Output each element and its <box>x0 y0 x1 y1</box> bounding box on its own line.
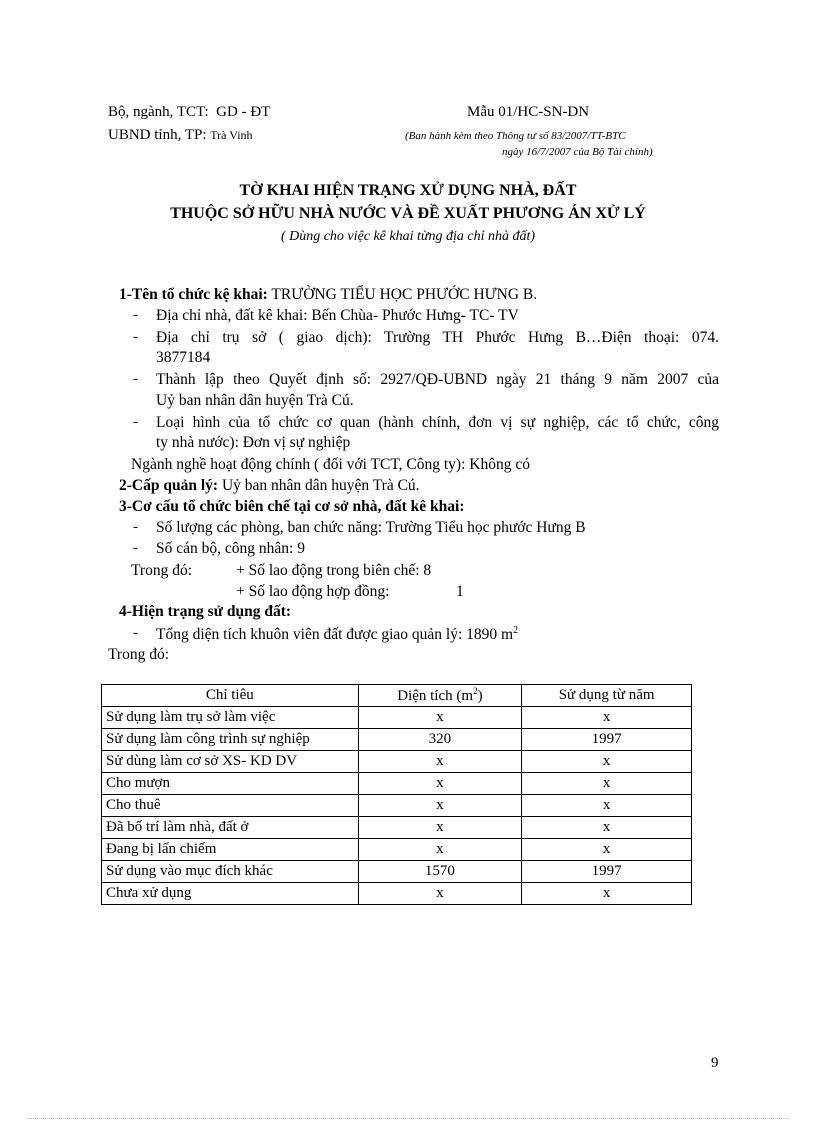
row-criteria: Sử dụng làm công trình sự nghiệp <box>102 729 359 751</box>
office-line-2: 3877184 <box>156 349 211 366</box>
contract-staff-label: + Số lao động hợp đồng: <box>236 583 390 600</box>
row-area: x <box>358 707 522 729</box>
row-criteria: Sử dụng làm trụ sở làm việc <box>102 707 359 729</box>
section1-value: TRƯỜNG TIỂU HỌC PHƯỚC HƯNG B. <box>271 286 538 303</box>
dash-bullet-icon: - <box>133 519 138 535</box>
section2-heading <box>119 477 420 495</box>
table-row <box>102 729 692 751</box>
total-area-sup: 2 <box>513 625 519 636</box>
ministry-line <box>108 104 270 121</box>
header-area-sup: 2 <box>473 686 478 696</box>
form-note-2: ngày 16/7/2007 của Bộ Tài chính) <box>502 146 653 158</box>
row-area: x <box>358 795 522 817</box>
decision-line-2: Uỷ ban nhân dân huyện Trà Cú. <box>156 392 354 409</box>
row-year: x <box>522 795 692 817</box>
dash-bullet-icon: - <box>133 625 138 641</box>
address-line: Địa chỉ nhà, đất kê khai: Bến Chùa- Phước Hưng- TC- TV <box>156 307 519 324</box>
industry-line: Ngành nghề hoạt động chính ( đối với TCT, Công ty): Không có <box>131 456 530 473</box>
table-row <box>102 795 692 817</box>
row-year: 1997 <box>522 729 692 751</box>
row-criteria: Sử dùng làm cơ sở XS- KD DV <box>102 751 359 773</box>
staff-line: Số cán bộ, công nhân: 9 <box>156 540 305 557</box>
type-line-2: ty nhà nước): Đơn vị sự nghiệp <box>156 434 351 451</box>
document-title-line2: THUỘC SỞ HỮU NHÀ NƯỚC VÀ ĐỀ XUẤT PHƯƠNG ÁN XỬ LÝ <box>170 205 646 222</box>
header-year: Sử dụng từ năm <box>522 685 692 707</box>
table-row <box>102 817 692 839</box>
decision-line-1: Thành lập theo Quyết định số: 2927/QĐ-UBND ngày 21 tháng 9 năm 2007 của <box>156 371 719 388</box>
dash-bullet-icon: - <box>133 371 138 387</box>
row-area: 320 <box>358 729 522 751</box>
province-label: UBND tỉnh, TP: <box>108 127 207 143</box>
header-area <box>358 685 522 707</box>
row-area: x <box>358 817 522 839</box>
row-year: x <box>522 883 692 905</box>
section1-heading <box>119 286 537 304</box>
dash-bullet-icon: - <box>133 414 138 430</box>
row-area: x <box>358 839 522 861</box>
row-year: x <box>522 773 692 795</box>
page-number: 9 <box>711 1055 719 1071</box>
section2-value: Uỷ ban nhân dân huyện Trà Cú. <box>221 477 420 494</box>
table-row <box>102 839 692 861</box>
table-header-row <box>102 685 692 707</box>
province-value: Trà Vinh <box>210 128 253 142</box>
ministry-value: GD - ĐT <box>216 104 271 120</box>
ministry-label: Bộ, ngành, TCT: <box>108 104 209 120</box>
form-note-1: (Ban hành kèm theo Thông tư số 83/2007/TT-BTC <box>405 130 626 142</box>
row-area: 1570 <box>358 861 522 883</box>
table-row <box>102 773 692 795</box>
row-area: x <box>358 883 522 905</box>
header-area-close: ) <box>477 688 483 704</box>
row-year: x <box>522 839 692 861</box>
row-criteria: Cho thuê <box>102 795 359 817</box>
row-area: x <box>358 773 522 795</box>
table-row <box>102 883 692 905</box>
section2-label: 2-Cấp quản lý: <box>119 477 219 494</box>
row-criteria: Sử dụng vào mục đích khác <box>102 861 359 883</box>
row-criteria: Chưa xử dụng <box>102 883 359 905</box>
total-area-text: Tổng diện tích khuôn viên đất được giao quản lý: 1890 m <box>156 626 514 644</box>
dash-bullet-icon: - <box>133 307 138 323</box>
dash-bullet-icon: - <box>133 540 138 556</box>
header-area-text: Diện tích (m <box>397 688 474 704</box>
form-code: Mẫu 01/HC-SN-DN <box>467 104 590 120</box>
row-year: x <box>522 817 692 839</box>
office-line-1: Địa chỉ trụ sở ( giao dịch): Trường TH Phước Hưng B…Điện thoại: 074. <box>156 329 719 346</box>
total-area-line <box>156 625 518 644</box>
row-year: x <box>522 751 692 773</box>
row-area: x <box>358 751 522 773</box>
rooms-line: Số lượng các phòng, ban chức năng: Trường Tiểu học phước Hưng B <box>156 519 586 536</box>
land-use-table <box>101 684 692 905</box>
row-criteria: Cho mượn <box>102 773 359 795</box>
row-criteria: Đã bố trí làm nhà, đất ở <box>102 817 359 839</box>
section4-heading: 4-Hiện trạng sử dụng đất: <box>119 603 292 620</box>
permanent-staff-line: + Số lao động trong biên chế: 8 <box>236 562 432 579</box>
document-subtitle: ( Dùng cho việc kê khai từng địa chỉ nhà đất) <box>280 229 536 244</box>
among-label: Trong đó: <box>131 562 193 579</box>
table-row <box>102 707 692 729</box>
row-year: x <box>522 707 692 729</box>
among-area-label: Trong đó: <box>108 646 170 663</box>
section1-label: 1-Tên tổ chức kệ khai: <box>119 286 268 303</box>
row-year: 1997 <box>522 861 692 883</box>
header-criteria: Chỉ tiêu <box>102 685 359 707</box>
contract-staff-value: 1 <box>456 583 464 600</box>
row-criteria: Đang bị lấn chiếm <box>102 839 359 861</box>
table-row <box>102 751 692 773</box>
type-line-1: Loại hình của tổ chức cơ quan (hành chính, đơn vị sự nghiệp, các tổ chức, công <box>156 414 719 431</box>
document-title-line1: TỜ KHAI HIỆN TRẠNG XỬ DỤNG NHÀ, ĐẤT <box>239 182 577 199</box>
page-bottom-divider <box>28 1118 788 1119</box>
dash-bullet-icon: - <box>133 329 138 345</box>
table-row <box>102 861 692 883</box>
province-line <box>108 127 253 144</box>
section3-heading: 3-Cơ cấu tổ chức biên chế tại cơ sở nhà, đất kê khai: <box>119 498 465 515</box>
